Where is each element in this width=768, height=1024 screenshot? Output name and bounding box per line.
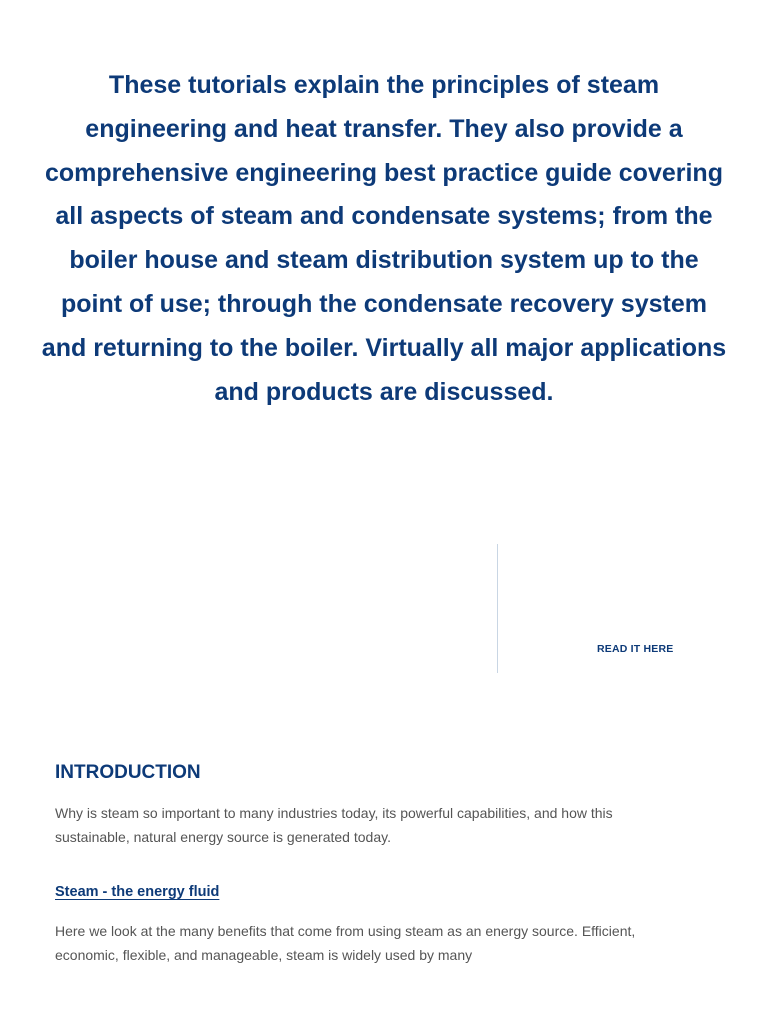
section-heading-introduction: INTRODUCTION <box>55 762 201 783</box>
link-description: Here we look at the many benefits that come from using steam as an energy source. Efficient, economic, flexible, and manageable, steam is widely used by many <box>55 923 636 963</box>
read-it-here-link[interactable]: READ IT HERE <box>597 643 674 655</box>
steam-energy-fluid-link[interactable]: Steam - the energy fluid <box>55 884 220 900</box>
section-description: Why is steam so important to many industries today, its powerful capabilities, and how this sustainable, natural energy source is generated today. <box>55 805 613 845</box>
intro-paragraph: These tutorials explain the principles of steam engineering and heat transfer. They also provide a comprehensive engineering best practice guide covering all aspects of steam and condensate systems; from the boiler house and steam distribution system up to the point of use; through the condensate recovery system and returning to the boiler. Virtually all major applications and products are discussed. <box>41 71 727 406</box>
vertical-divider <box>497 544 498 673</box>
